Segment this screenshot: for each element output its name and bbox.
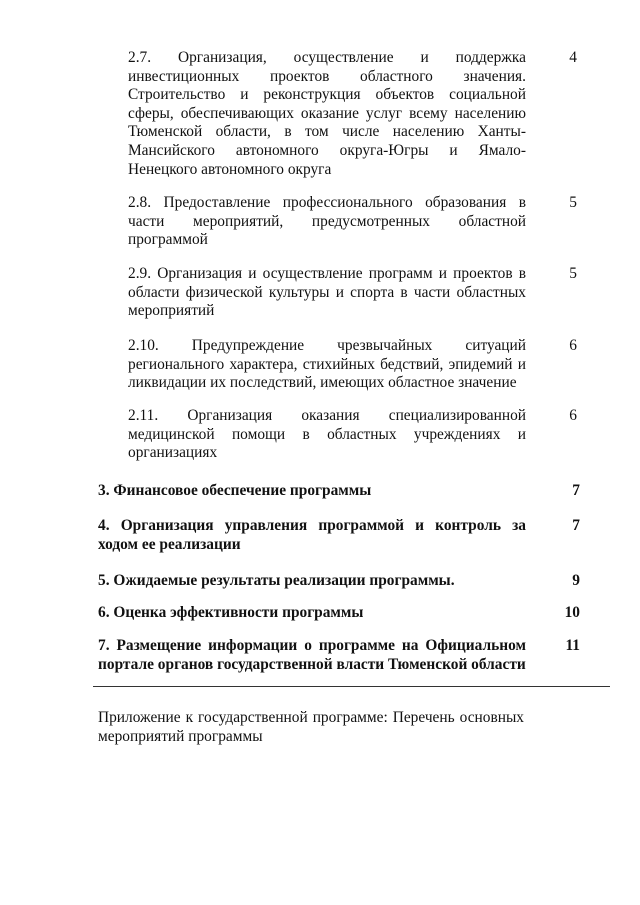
- toc-section-text: 4. Организация управления программой и контроль за ходом ее реализации: [98, 517, 526, 553]
- toc-item-page: 4: [569, 49, 577, 66]
- toc-section-text: 3. Финансовое обеспечение программы: [98, 482, 372, 499]
- toc-item-page: 6: [569, 337, 577, 354]
- toc-item-page: 5: [569, 265, 577, 282]
- toc-section-page: 9: [572, 572, 580, 589]
- toc-section-page: 7: [572, 517, 580, 534]
- toc-item-text: 2.8. Предоставление профессионального образования в части мероприятий, предусмотренных областной программой: [128, 194, 526, 249]
- toc-section-page: 10: [564, 604, 580, 621]
- toc-item-page: 6: [569, 407, 577, 424]
- toc-section-text: 5. Ожидаемые результаты реализации программы.: [98, 572, 455, 589]
- toc-section-page: 7: [572, 482, 580, 499]
- toc-item-page: 5: [569, 194, 577, 211]
- divider-line: [93, 686, 610, 687]
- toc-item-text: 2.10. Предупреждение чрезвычайных ситуаций регионального характера, стихийных бедствий, эпидемий и ликвидации их последствий, имеющих областное значение: [128, 337, 526, 392]
- toc-section-text: 7. Размещение информации о программе на Официальном портале органов государственной власти Тюменской области: [98, 637, 526, 673]
- toc-section-text: 6. Оценка эффективности программы: [98, 604, 364, 621]
- toc-item-text: 2.11. Организация оказания специализированной медицинской помощи в областных учреждениях и организациях: [128, 407, 526, 462]
- appendix-note: Приложение к государственной программе: Перечень основных мероприятий программы: [98, 709, 524, 745]
- toc-item-text: 2.9. Организация и осуществление программ и проектов в области физической культуры и спорта в части областных мероприятий: [128, 265, 526, 320]
- toc-section-page: 11: [565, 637, 580, 654]
- toc-item-text: 2.7. Организация, осуществление и поддержка инвестиционных проектов областного значения. Строительство и реконструкция объектов социальной сферы, обеспечивающих оказание услуг всему населению Тюменской области, в том числе населению Ханты-Мансийского автономного округа-Югры и Ямало-Ненецкого автономного округа: [128, 49, 526, 178]
